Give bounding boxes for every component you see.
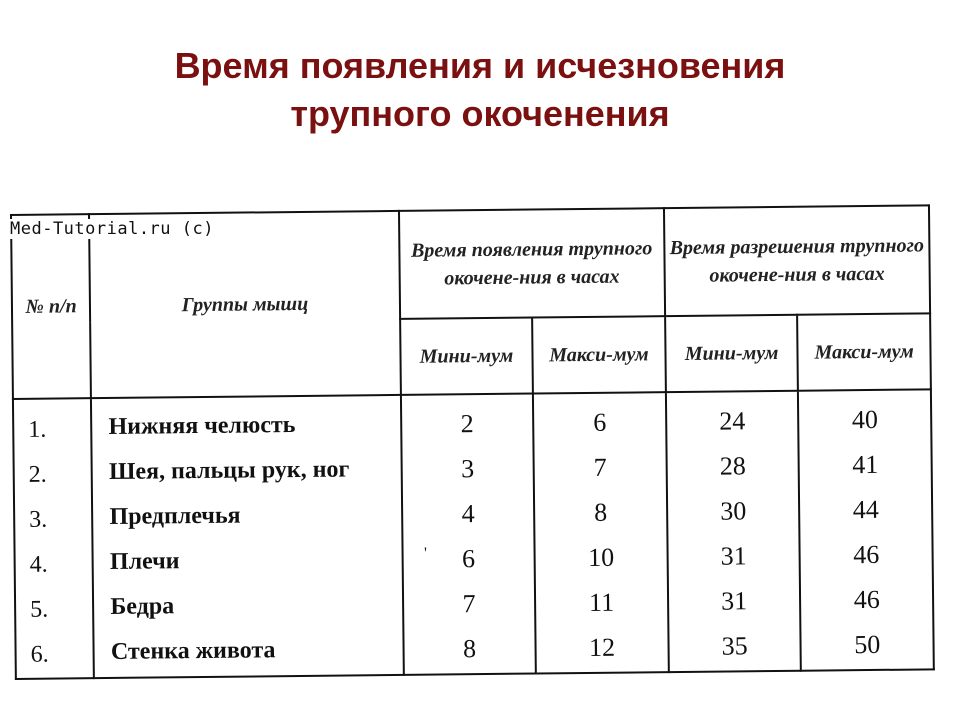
slide-title (0, 42, 960, 138)
header-onset-max: Макси-мум (532, 316, 665, 393)
row-number: 1. (28, 416, 47, 443)
resolution-max-value: 46 (853, 539, 880, 570)
row-number: 6. (30, 641, 49, 668)
resolution-min-value: 30 (720, 496, 747, 526)
watermark: Med-Tutorial.ru (c) (10, 219, 214, 239)
column-resolution-min (666, 391, 801, 672)
resolution-max-value: 46 (853, 584, 880, 615)
header-onset-min: Мини-мум (400, 318, 533, 395)
row-number: 4. (29, 551, 48, 578)
row-number: 2. (28, 461, 47, 488)
onset-min-value: 7 (462, 589, 476, 619)
onset-max-value: 8 (594, 497, 608, 527)
scan-speck: ' (424, 545, 427, 562)
resolution-max-value: 44 (852, 494, 879, 525)
onset-max-value: 10 (587, 542, 615, 572)
onset-max-value: 11 (588, 587, 615, 617)
header-muscle-group: Группы мышц (89, 211, 400, 398)
column-onset-max (533, 392, 668, 673)
column-onset-min (401, 394, 536, 675)
slide-title-line2: трупного окоченения (290, 93, 670, 134)
resolution-max-value: 50 (854, 629, 881, 660)
header-resolution-min: Мини-мум (665, 315, 798, 392)
header-resolution-max: Макси-мум (797, 313, 930, 390)
row-group: Предплечья (109, 502, 241, 530)
onset-max-value: 7 (593, 452, 607, 482)
column-groups (91, 395, 403, 678)
resolution-min-value: 35 (721, 631, 748, 661)
row-number: 5. (30, 596, 49, 623)
rigor-mortis-table (10, 204, 935, 680)
column-numbers (13, 398, 94, 679)
row-number: 3. (29, 506, 48, 533)
slide-title-line1: Время появления и исчезновения (174, 45, 786, 86)
resolution-min-value: 31 (721, 586, 748, 616)
row-group: Бедра (110, 593, 175, 620)
onset-min-value: 3 (460, 454, 475, 484)
onset-min-value: 8 (462, 634, 477, 664)
header-onset: Время появления трупного окочене-ния в часах (399, 208, 665, 319)
header-resolution: Время разрешения трупного окочене-ния в часах (664, 205, 930, 316)
onset-min-value: 4 (461, 499, 475, 529)
column-resolution-max (798, 389, 934, 670)
onset-max-value: 6 (593, 407, 607, 437)
onset-max-value: 12 (588, 632, 616, 662)
row-group: Плечи (109, 548, 180, 575)
resolution-min-value: 24 (719, 406, 746, 436)
row-group: Шея, пальцы рук, ног (108, 456, 350, 485)
onset-min-value: 6 (461, 544, 476, 574)
onset-min-value: 2 (460, 409, 474, 439)
resolution-max-value: 41 (852, 449, 879, 480)
header-number: № п/п (11, 214, 91, 399)
resolution-min-value: 28 (719, 451, 746, 481)
row-group: Стенка живота (110, 637, 276, 665)
resolution-min-value: 31 (720, 541, 747, 571)
row-group: Нижняя челюсть (108, 412, 296, 440)
resolution-max-value: 40 (851, 404, 879, 435)
